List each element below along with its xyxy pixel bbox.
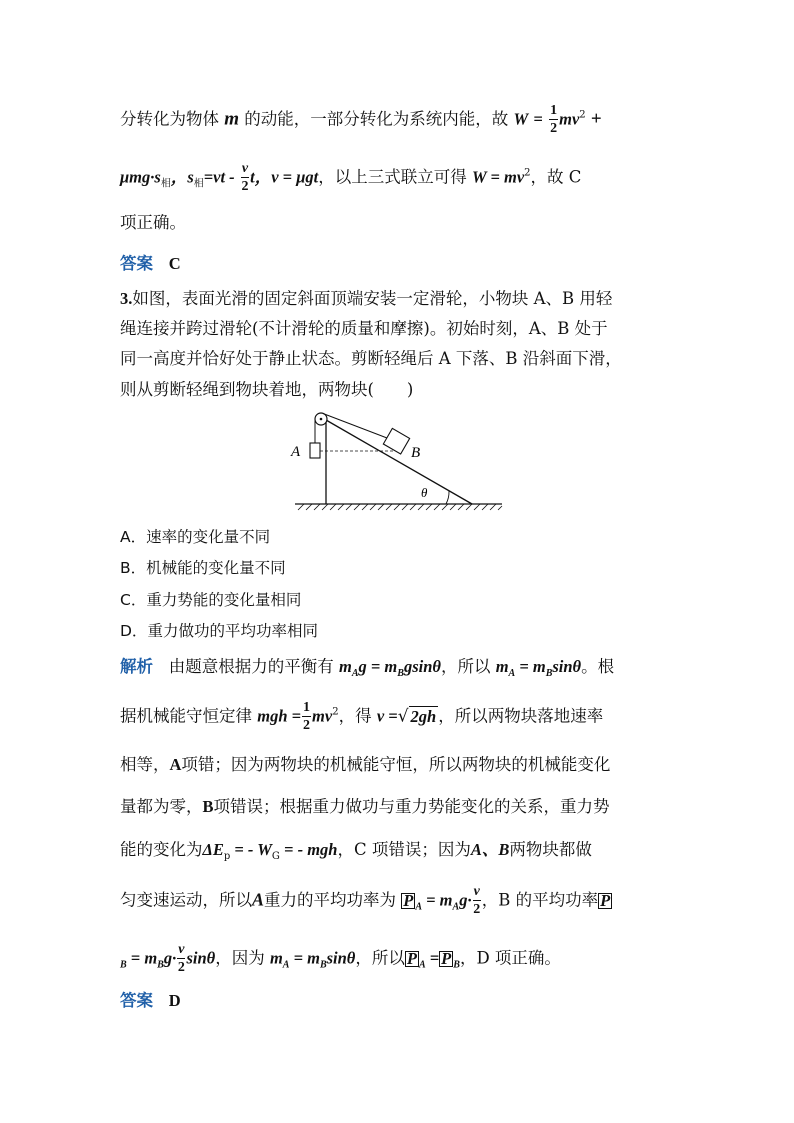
option-b: B．机械能的变化量不同: [120, 559, 286, 577]
analysis-line-5: 能的变化为$\Delta E_p$ = - $W_G$ = - mgh，C 项错误；因为A、B两物块都做: [120, 840, 592, 862]
prev-line-3: 项正确。: [120, 213, 186, 232]
incline-pulley-figure: [280, 405, 510, 517]
label-a: A: [291, 444, 301, 460]
label-b: B: [411, 445, 421, 461]
question-line-3: 同一高度并恰好处于静止状态。剪断轻绳后 A 下落、B 沿斜面下滑，: [120, 349, 622, 368]
analysis-line-6: 匀变速运动，所以A重力的平均功率为 P $_A = m_Ag\cdot$ $\frac{v}{2}$ ，B 的平均功率 P: [120, 884, 611, 917]
fraction: $\frac{v}{2}$: [473, 884, 481, 917]
pulley-axle-icon: [320, 418, 323, 421]
option-a: A．速率的变化量不同: [120, 528, 271, 546]
block-b: [383, 428, 409, 454]
analysis-line-2: 据机械能守恒定律 mgh = $\frac{1}{2}$ $mv^2$，得 v =√ 2gh ，所以两物块落地速率: [120, 700, 604, 733]
answer-1: 答案 C: [120, 254, 181, 273]
fraction: $\frac{1}{2}$: [303, 700, 311, 733]
analysis-line-3: 相等，A项错；因为两物块的机械能守恒，所以两物块的机械能变化: [120, 755, 611, 774]
rope-b: [323, 414, 387, 439]
fraction: $\frac{v}{2}$: [241, 161, 249, 194]
option-c: C．重力势能的变化量相同: [120, 591, 302, 609]
fraction: $\frac{1}{2}$: [550, 103, 558, 136]
question-line-2: 绳连接并跨过滑轮(不计滑轮的质量和摩擦)。初始时刻，A、B 处于: [120, 319, 608, 338]
prev-line-1: 分转化为物体 m 的动能，一部分转化为系统内能，故 W = $\frac{1}{2}$ $mv^2$ +: [120, 103, 602, 136]
ground-hatching: [298, 504, 502, 510]
fraction: $\frac{v}{2}$: [177, 942, 185, 975]
analysis-line-1: 解析 由题意根据力的平衡有 $m_Ag = m_Bgsin\theta$，所以 $m_A = m_B\sin\theta$。根: [120, 657, 615, 679]
question-line-1: 3.如图，表面光滑的固定斜面顶端安装一定滑轮，小物块 A、B 用轻: [120, 289, 613, 308]
angle-arc: [446, 491, 449, 504]
analysis-line-7: $_B = m_Bg\cdot$ $\frac{v}{2}$ sinθ，因为 $m_A = m_B\sin\theta$，所以 P $_A$ = P $_B$，D 项正确。: [120, 942, 561, 975]
question-line-4: 则从剪断轻绳到物块着地，两物块( ): [120, 380, 414, 399]
prev-line-2: $\mu mg\cdot s_相$，$s_相=vt$ - $\frac{v}{2}$ t，v = μgt，以上三式联立可得 $W = mv^2$，故 C: [120, 161, 582, 194]
answer-2: 答案 D: [120, 991, 181, 1010]
label-theta: θ: [421, 485, 428, 500]
option-d: D．重力做功的平均功率相同: [120, 622, 318, 640]
analysis-line-4: 量都为零，B项错误；根据重力做功与重力势能变化的关系，重力势: [120, 797, 610, 816]
block-a: [310, 443, 320, 458]
